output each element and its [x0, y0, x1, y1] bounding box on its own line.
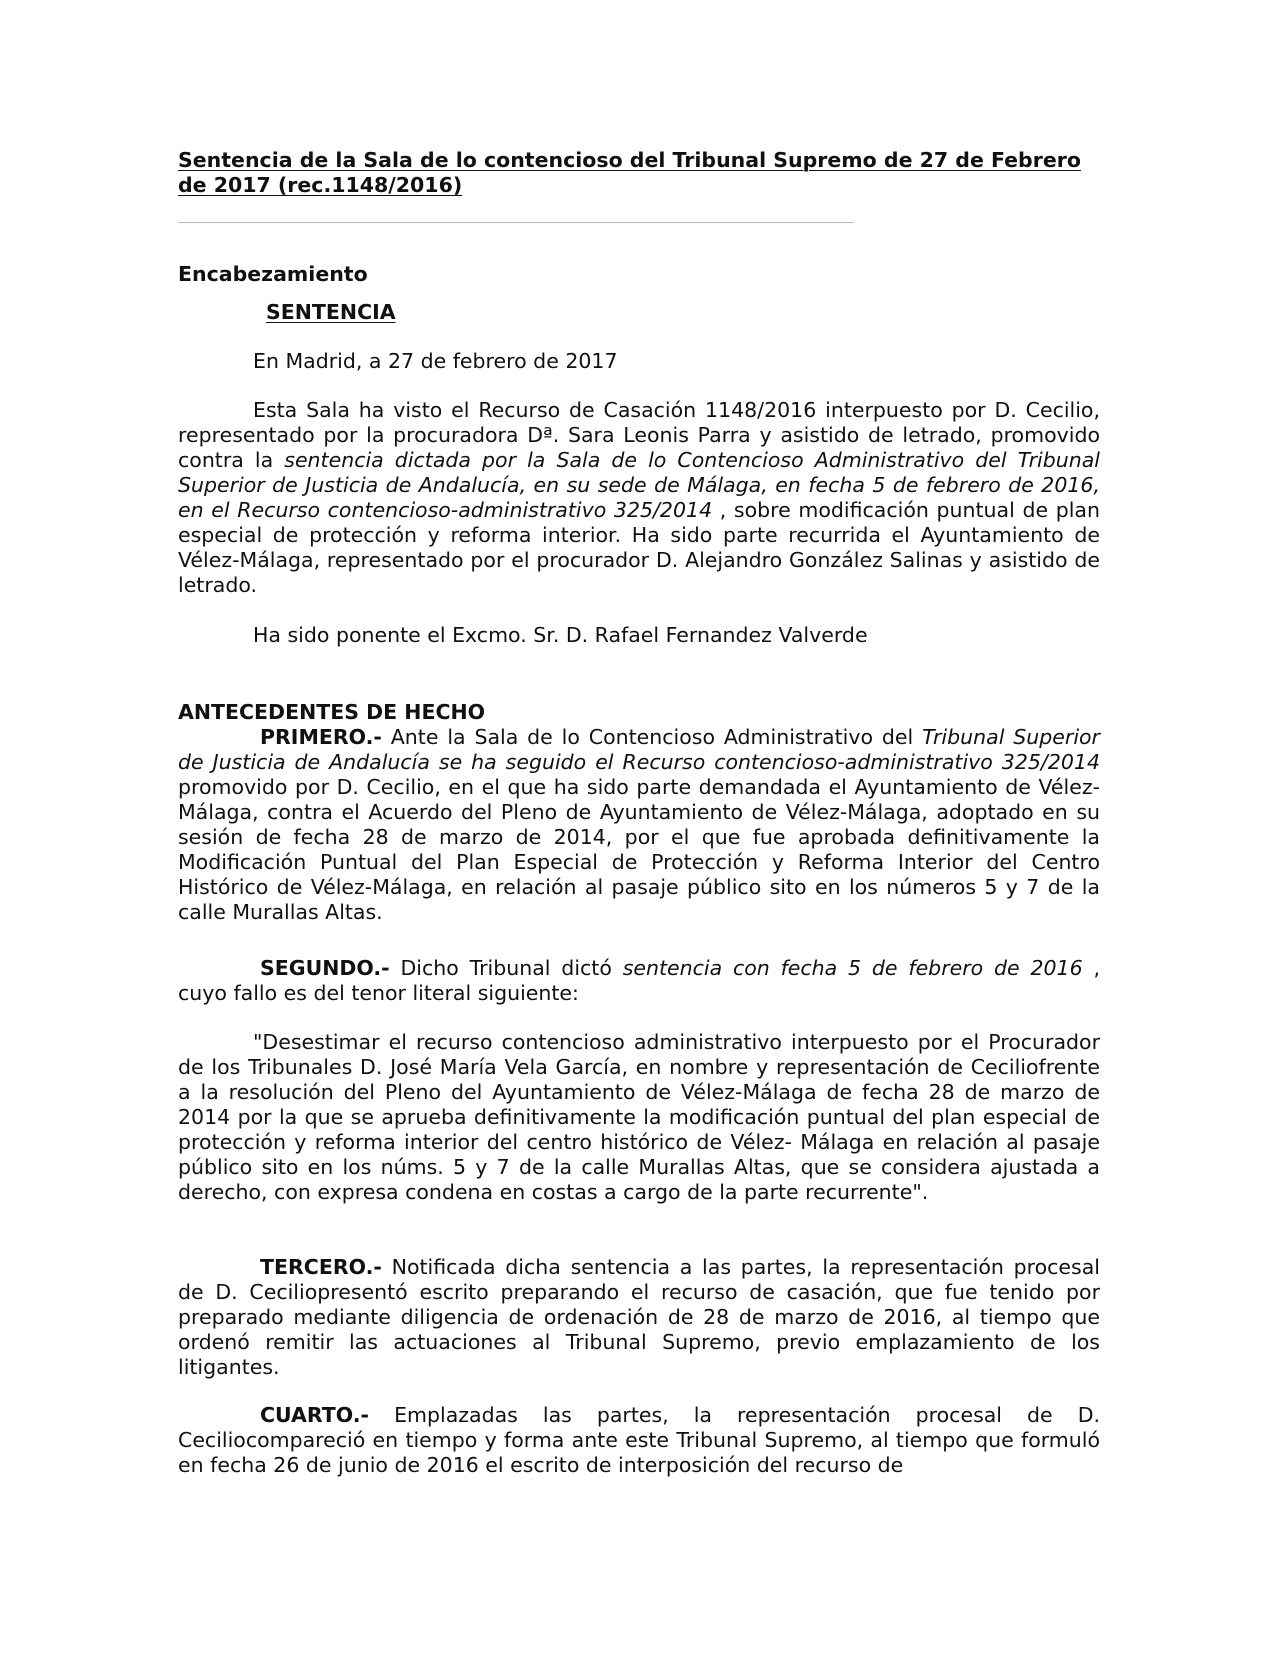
segundo-text-1: Dicho Tribunal dictó — [389, 956, 623, 980]
segundo-text-3: , cuyo fallo es del tenor literal siguiente: — [178, 956, 1100, 1005]
primero-text-italic: Tribunal Superior de Justicia de Andalucía se ha seguido el Recurso contencioso-administrativo 325/2014 — [178, 725, 1100, 774]
cuarto-paragraph — [178, 1403, 1100, 1478]
visto-paragraph — [178, 398, 1100, 598]
cuarto-label: CUARTO.- — [260, 1403, 370, 1427]
ponente-paragraph: Ha sido ponente el Excmo. Sr. D. Rafael Fernandez Valverde — [253, 623, 868, 647]
encabezamiento-heading: Encabezamiento — [178, 262, 368, 286]
tercero-text: Notificada dicha sentencia a las partes, la representación procesal de D. Ceciliopresentó escrito preparando el recurso de casación, que fue tenido por preparado mediante diligencia de ordenación de 28 de marzo de 2016, al tiempo que ordenó remitir las actuaciones al Tribunal Supremo, previo emplazamiento de los litigantes. — [178, 1255, 1100, 1379]
visto-text-3: , sobre modificación puntual de plan especial de protección y reforma interior. Ha sido parte recurrida el Ayuntamiento de Vélez-Málaga, representado por el procurador D. Alejandro González Salinas y asistido de letrado. — [178, 498, 1100, 597]
segundo-paragraph — [178, 956, 1100, 1006]
primero-paragraph — [178, 725, 1100, 925]
visto-text-1: Esta Sala ha visto el Recurso de Casación 1148/2016 interpuesto por D. Cecilio, representado por la procuradora Dª. Sara Leonis Parra y asistido de letrado, promovido contra la — [178, 398, 1100, 472]
place-date: En Madrid, a 27 de febrero de 2017 — [253, 349, 618, 373]
sentencia-heading: SENTENCIA — [266, 300, 396, 324]
tercero-label: TERCERO.- — [260, 1255, 382, 1279]
antecedentes-heading: ANTECEDENTES DE HECHO — [178, 700, 486, 724]
primero-text-3: promovido por D. Cecilio, en el que ha sido parte demandada el Ayuntamiento de Vélez-Málaga, contra el Acuerdo del Pleno de Ayuntamiento de Vélez-Málaga, adoptado en su sesión de fecha 28 de marzo de 2014, por el que fue aprobada definitivamente la Modificación Puntual del Plan Especial de Protección y Reforma Interior del Centro Histórico de Vélez-Málaga, en relación al pasaje público sito en los números 5 y 7 de la calle Murallas Altas. — [178, 775, 1100, 924]
visto-text-italic: sentencia dictada por la Sala de lo Contencioso Administrativo del Tribunal Superior de Justicia de Andalucía, en su sede de Málaga, en fecha 5 de febrero de 2016, en el Recurso contencioso-administrativo 325/2014 — [178, 448, 1101, 522]
segundo-text-italic: sentencia con fecha 5 de febrero de 2016 — [622, 956, 1083, 980]
primero-label: PRIMERO.- — [260, 725, 382, 749]
tercero-paragraph — [178, 1255, 1100, 1380]
segundo-label: SEGUNDO.- — [260, 956, 390, 980]
document-title: Sentencia de la Sala de lo contencioso del Tribunal Supremo de 27 de Febrero de 2017 (rec.1148/2016) — [178, 148, 1081, 197]
fallo-quote: "Desestimar el recurso contencioso administrativo interpuesto por el Procurador de los Tribunales D. José María Vela García, en nombre y representación de Ceciliofrente a la resolución del Pleno del Ayuntamiento de Vélez-Málaga de fecha 28 de marzo de 2014 por la que se aprueba definitivamente la modificación puntual del plan especial de protección y reforma interior del centro histórico de Vélez- Málaga en relación al pasaje público sito en los núms. 5 y 7 de la calle Murallas Altas, que se considera ajustada a derecho, con expresa condena en costas a cargo de la parte recurrente". — [178, 1030, 1100, 1204]
title-divider — [178, 222, 854, 223]
cuarto-text: Emplazadas las partes, la representación procesal de D. Ceciliocompareció en tiempo y forma ante este Tribunal Supremo, al tiempo que formuló en fecha 26 de junio de 2016 el escrito de interposición del recurso de — [178, 1403, 1100, 1477]
primero-text-1: Ante la Sala de lo Contencioso Administrativo del — [381, 725, 923, 749]
